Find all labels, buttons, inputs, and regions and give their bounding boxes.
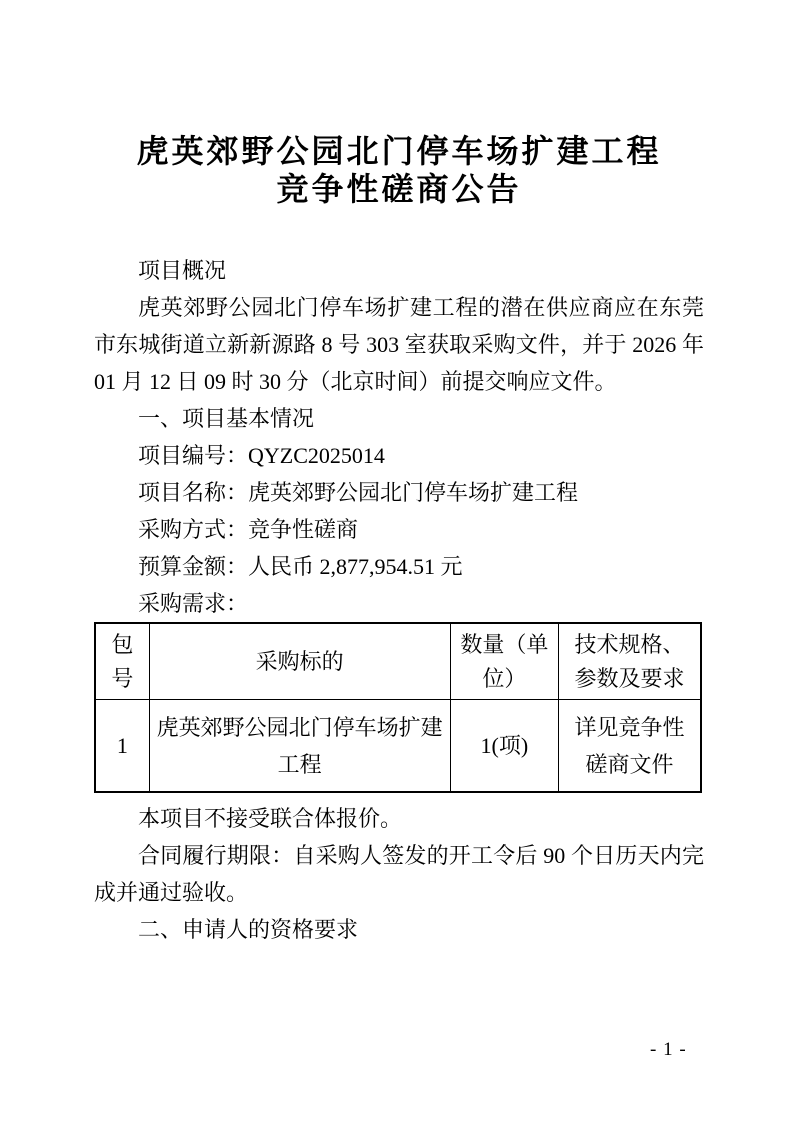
field-budget-amount — [94, 548, 704, 585]
section-1-heading: 一、项目基本情况 — [138, 406, 315, 431]
th-package-number: 包号 — [95, 623, 149, 700]
cell-quantity-unit: 1(项) — [450, 700, 558, 793]
project-name-label: 项目名称： — [138, 480, 249, 505]
project-name-value: 虎英郊野公园北门停车场扩建工程 — [248, 480, 579, 505]
page-number: - 1 - — [650, 1039, 687, 1060]
note-contract-period: 合同履行期限：自采购人签发的开工令后 90 个日历天内完成并通过验收。 — [94, 843, 704, 905]
table-row — [95, 700, 701, 793]
note-no-consortium: 本项目不接受联合体报价。 — [138, 806, 403, 831]
project-number-value: QYZC2025014 — [248, 443, 385, 468]
field-project-name — [94, 474, 704, 511]
title-line-1: 虎英郊野公园北门停车场扩建工程 — [136, 133, 662, 169]
budget-amount-value: 人民币 2,877,954.51 元 — [248, 554, 463, 579]
procurement-demand-label: 采购需求： — [138, 591, 249, 616]
title-line-2: 竞争性磋商公告 — [276, 171, 522, 207]
field-project-number — [94, 437, 704, 474]
overview-heading: 项目概况 — [138, 258, 227, 283]
document-content — [94, 0, 704, 948]
procurement-requirements-table — [94, 622, 702, 793]
cell-package-number: 1 — [95, 700, 149, 793]
th-quantity-unit: 数量（单位） — [450, 623, 558, 700]
section-2-heading: 二、申请人的资格要求 — [138, 917, 359, 942]
th-procurement-subject: 采购标的 — [149, 623, 450, 700]
cell-procurement-subject: 虎英郊野公园北门停车场扩建工程 — [149, 700, 450, 793]
budget-amount-label: 预算金额： — [138, 554, 249, 579]
project-number-label: 项目编号： — [138, 443, 249, 468]
th-tech-specs: 技术规格、参数及要求 — [559, 623, 702, 700]
procurement-method-value: 竞争性磋商 — [248, 517, 359, 542]
table-header-row — [95, 623, 701, 700]
field-procurement-method — [94, 511, 704, 548]
cell-tech-specs: 详见竞争性磋商文件 — [559, 700, 702, 793]
field-procurement-demand — [94, 585, 704, 622]
overview-paragraph: 虎英郊野公园北门停车场扩建工程的潜在供应商应在东莞市东城街道立新新源路 8 号 303 室获取采购文件，并于 2026 年 01 月 12 日 09 时 30 分（北京时间）前提交响应文件。 — [94, 295, 704, 394]
document-title — [94, 132, 704, 208]
procurement-method-label: 采购方式： — [138, 517, 249, 542]
